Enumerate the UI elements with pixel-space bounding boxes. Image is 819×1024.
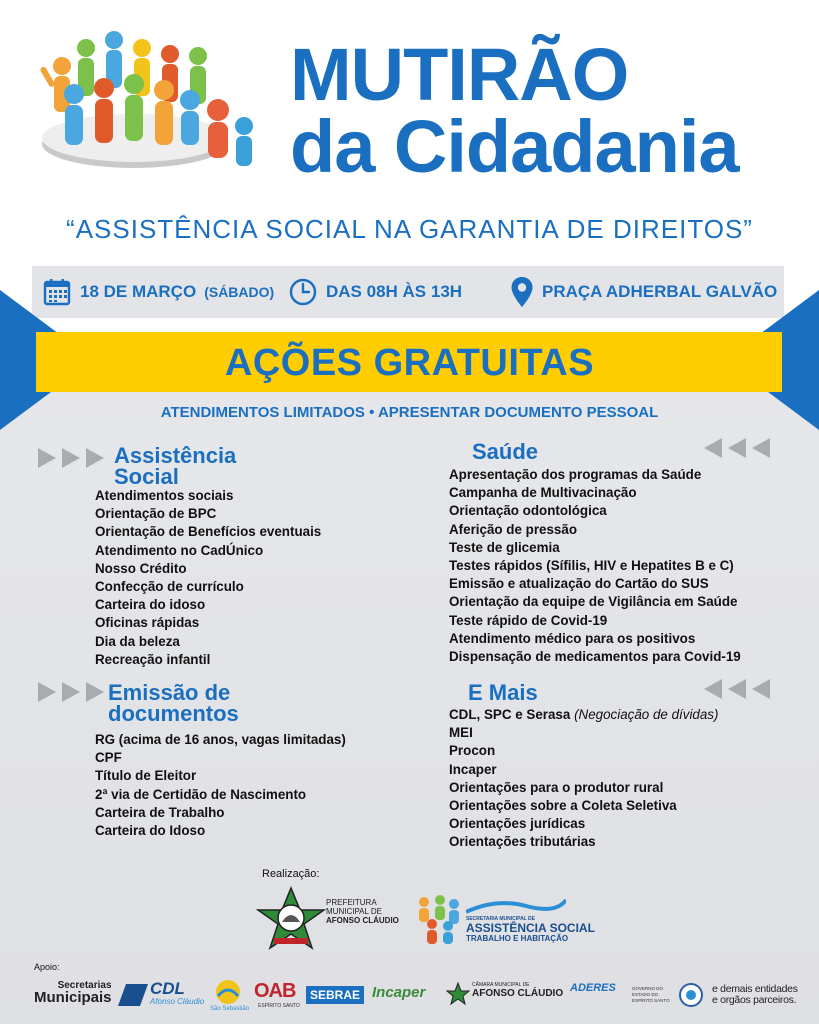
list-item: Carteira de Trabalho [95,804,225,820]
emissao-title [108,682,239,724]
emissao-list [95,731,346,840]
assistencia-title-line2: Social [114,464,179,489]
list-item: Apresentação dos programas da Saúde [449,467,702,482]
prefeitura-logo-text [326,898,399,925]
list-item: Orientação de Benefícios eventuais [95,524,322,540]
triple-arrow-right-icon [38,680,106,704]
list-item: Incaper [449,761,497,777]
prefeitura-coat-of-arms-icon [256,886,326,952]
list-item: Orientações para o produtor rural [449,779,664,795]
sponsor-cdl-name: CDL [150,979,185,998]
day-text: (SÁBADO) [204,284,275,300]
band-title: AÇÕES GRATUITAS [224,342,595,384]
arrows-left-1 [704,436,772,460]
date-text: 18 DE MARÇO [80,282,197,301]
subtitle: “ASSISTÊNCIA SOCIAL NA GARANTIA DE DIREITOS” [66,214,753,244]
list-item: Carteira do idoso [95,597,206,613]
clock-icon [288,277,318,307]
list-item: Orientação odontológica [449,503,607,519]
arrows-right-2 [38,680,106,704]
list-item: Atendimento no CadÚnico [95,542,264,558]
sponsor-cdl [150,980,204,1006]
sponsor-camara [472,982,563,999]
list-item: Recreação infantil [95,651,211,667]
time-text: DAS 08H ÀS 13H [326,282,463,301]
list-item: Teste rápido de Covid-19 [449,612,608,628]
assistencia-list [95,487,321,669]
list-item: Orientações sobre a Coleta Seletiva [449,798,677,814]
emissao-title-line2: documentos [108,701,239,726]
title-line-2: da Cidadania [290,105,739,188]
list-item: Confecção de currículo [95,579,244,595]
list-item: Atendimento médico para os positivos [449,630,696,646]
apoio-label: Apoio: [34,962,60,972]
mais-first-item: CDL, SPC e Serasa [449,707,571,722]
arrows-right-1 [38,446,106,470]
saude-title: Saúde [472,439,539,464]
title-line-1: MUTIRÃO [290,33,629,116]
list-item: 2ª via de Certidão de Nascimento [95,786,307,802]
mais-list [449,706,718,852]
emissao-title-line1: Emissão de [108,680,231,705]
list-item: Orientações jurídicas [449,816,586,832]
time-info [288,266,462,318]
list-item: CPF [95,750,122,766]
sponsor-camara-name: AFONSO CLÁUDIO [472,988,564,999]
list-item: Aferição de pressão [449,521,578,537]
sponsor-secretarias-2: Municipais [34,989,112,1006]
sponsor-camara-small: CÂMARA MUNICIPAL DE [472,982,530,988]
mais-first-item-note: (Negociação de dívidas) [574,707,719,722]
list-item: Dia da beleza [95,633,180,649]
sponsor-secretarias [34,980,112,1005]
secretaria-line2: TRABALHO E HABITAÇÃO [466,934,569,943]
wave-icon [466,896,566,916]
sponsor-oab-sub: ESPÍRITO SANTO [258,1003,300,1009]
mais-title: E Mais [468,680,538,705]
list-item: Título de Eleitor [95,768,197,784]
list-item: Dispensação de medicamentos para Covid-19 [449,649,741,665]
place-text: PRAÇA ADHERBAL GALVÃO [542,282,778,301]
secretaria-small: SECRETARIA MUNICIPAL DE [466,916,535,922]
triple-arrow-right-icon [38,446,106,470]
assistencia-title [114,445,236,487]
sponsor-aderes: ADERES [570,982,616,994]
sicoob-logo-icon [210,978,246,1006]
arrows-left-2 [704,677,772,701]
prefeitura-line2: MUNICIPAL DE [326,907,383,916]
sponsor-secretarias-1: Secretarias [57,980,112,991]
secretaria-logo-text [466,916,595,943]
triple-arrow-left-icon [704,436,772,460]
people-group-logo [22,26,262,176]
list-item: Campanha de Multivacinação [449,485,637,501]
sponsor-incaper: Incaper [372,984,426,1001]
camara-coat-of-arms-icon [446,982,470,1006]
list-item: Orientações tributárias [449,834,596,850]
prefeitura-line1: PREFEITURA [326,898,377,907]
cdl-logo-icon [118,984,148,1006]
prefeitura-line3: AFONSO CLÁUDIO [326,916,399,925]
sponsor-demais [712,984,798,1006]
list-item: Procon [449,743,496,759]
triple-arrow-left-icon [704,677,772,701]
sponsor-cdl-sub: Afonso Cláudio [150,997,205,1006]
sponsor-oab: OAB [254,980,296,1002]
list-item: Orientação da equipe de Vigilância em Saúde [449,594,738,610]
list-item: Atendimentos sociais [95,488,234,503]
list-item: Testes rápidos (Sífilis, HIV e Hepatites B e C) [449,558,734,574]
saude-list [449,466,741,666]
assistencia-title-line1: Assistência [114,443,237,468]
list-item: Nosso Crédito [95,560,187,576]
location-pin-icon [510,276,534,308]
secretaria-line1: ASSISTÊNCIA SOCIAL [466,921,595,935]
sponsor-sicoob: São Sebastião [210,1006,250,1012]
info-bar [32,266,784,318]
list-item: RG (acima de 16 anos, vagas limitadas) [95,732,346,747]
list-item: Teste de glicemia [449,539,560,555]
sponsor-demais-1: e demais entidades [712,983,798,995]
list-item: Emissão e atualização do Cartão do SUS [449,576,709,592]
sponsor-demais-2: e orgãos parceiros. [712,994,797,1006]
realizacao-label: Realização: [262,868,320,880]
list-item [449,706,718,724]
state-emblem-icon [678,982,704,1008]
sponsor-governo: GOVERNO DO ESTADO DO ESPÍRITO SANTO [632,986,670,1003]
list-item: Oficinas rápidas [95,615,200,631]
list-item: Orientação de BPC [95,506,217,522]
sponsor-sebrae: SEBRAE [306,986,364,1004]
assistencia-social-logo-icon [410,892,466,948]
list-item: MEI [449,725,473,741]
list-item: Carteira do Idoso [95,823,206,839]
notice-text: ATENDIMENTOS LIMITADOS • APRESENTAR DOCUMENTO PESSOAL [160,404,659,421]
